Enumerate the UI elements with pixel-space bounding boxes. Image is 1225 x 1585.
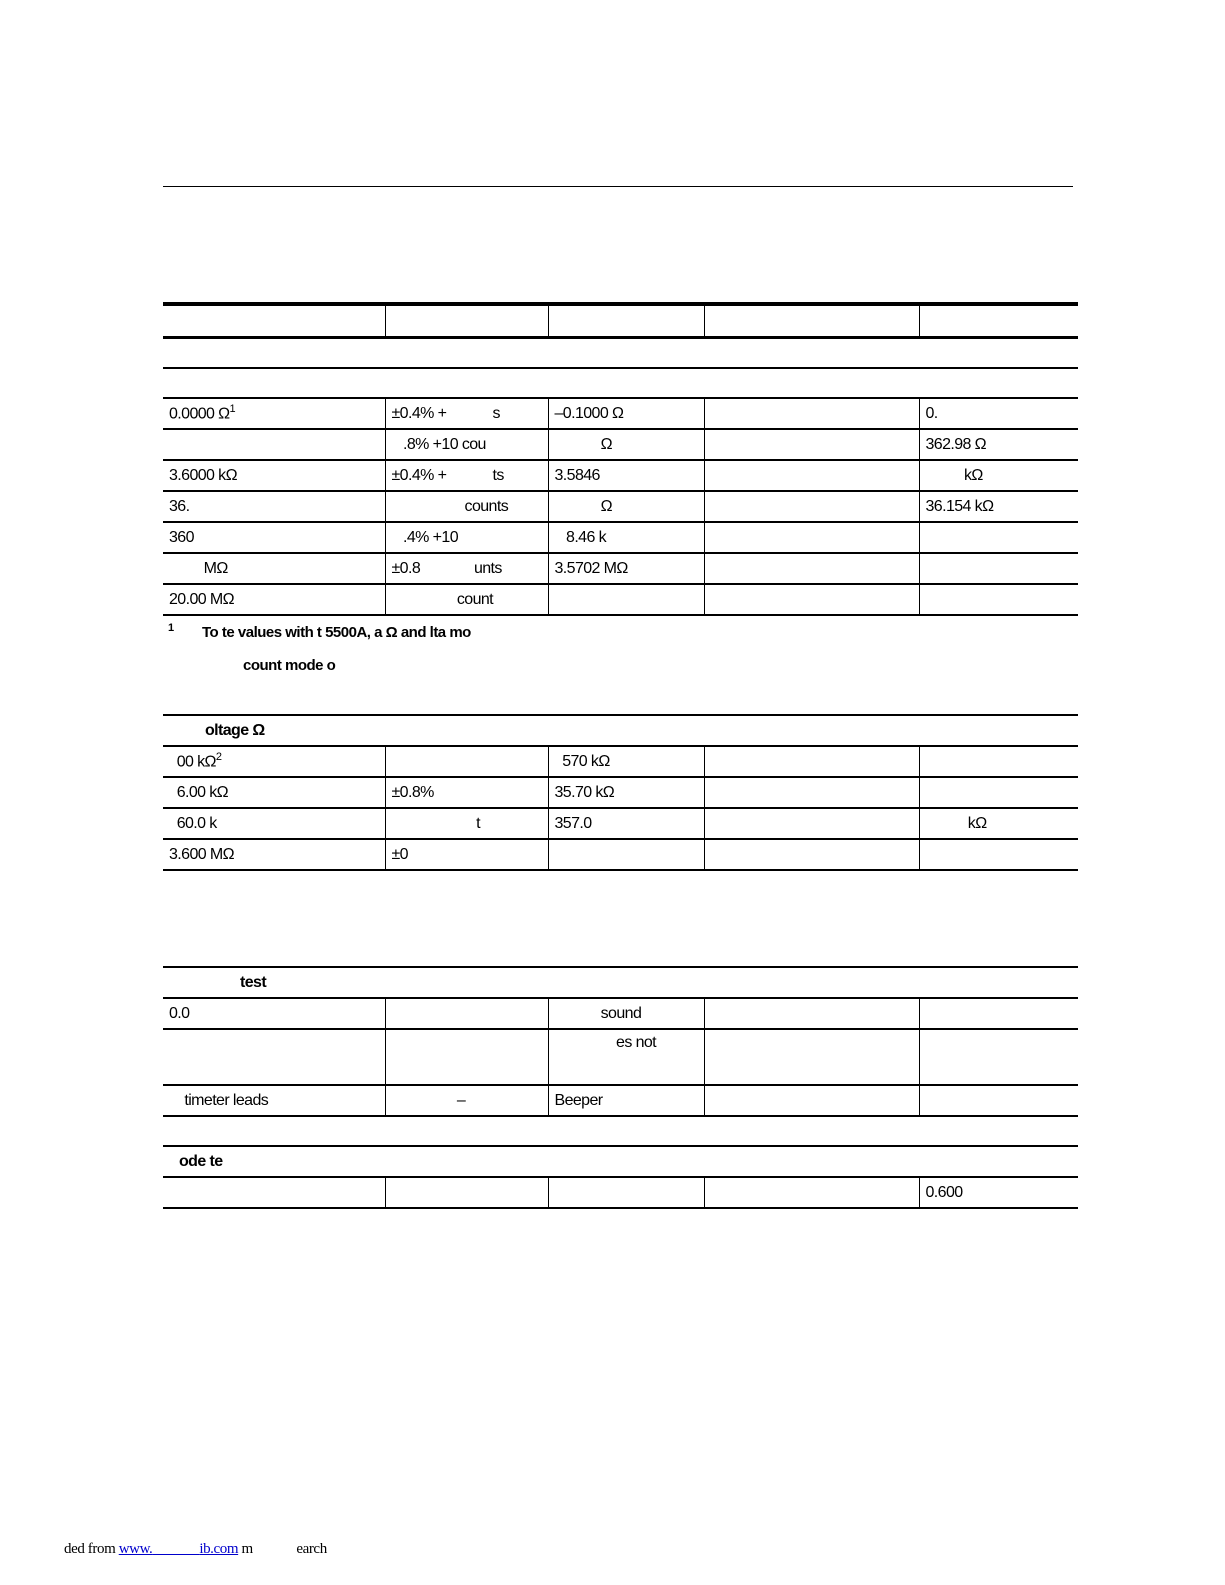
table-cell [919,777,1078,808]
table-cell [163,1029,385,1085]
table-cell: – [385,1085,548,1116]
section-row [163,1146,1078,1177]
table-row [163,429,1078,460]
table-row [163,553,1078,584]
table-row [163,460,1078,491]
table-row [163,584,1078,615]
table-cell: 6.00 kΩ [163,777,385,808]
section-title: test [163,967,1078,998]
table-cell [704,1085,919,1116]
table-cell: ±0.4% + ts [385,460,548,491]
table-header-row [163,304,1078,338]
table-cell: 3.6000 kΩ [163,460,385,491]
table-cell: ±0.8 unts [385,553,548,584]
table-cell: timeter leads [163,1085,385,1116]
table-cell: Beeper [548,1085,704,1116]
table-row [163,491,1078,522]
table-cell [704,1177,919,1208]
table-cell [163,1177,385,1208]
table-row [163,1177,1078,1208]
table-row [163,522,1078,553]
table-cell [919,584,1078,615]
table-cell: count [385,584,548,615]
footer-suffix: m earch [238,1541,327,1557]
table-cell: 0. [919,398,1078,429]
header-cell [385,304,548,338]
table-cell [385,998,548,1029]
dc-voltage-ohm-table [163,714,1078,871]
section-title [163,338,1078,369]
header-rule [163,186,1073,187]
table-cell [919,746,1078,777]
table-cell [385,1029,548,1085]
table-cell [704,522,919,553]
table-cell: –0.1000 Ω [548,398,704,429]
table-cell [704,1029,919,1085]
table-row [163,1085,1078,1116]
table-cell: ±0.4% + s [385,398,548,429]
table-cell: sound [548,998,704,1029]
table-cell: ±0.8% [385,777,548,808]
continuity-test-table [163,966,1078,1117]
table-cell: 35.70 kΩ [548,777,704,808]
table-cell: t [385,808,548,839]
footer-link-part-1[interactable]: www. [118,1541,153,1557]
table-cell: Ω [548,491,704,522]
table-cell: Ω [548,429,704,460]
section-row [163,338,1078,369]
table-cell: 8.46 k [548,522,704,553]
table-row [163,1029,1078,1085]
table-cell: ±0 [385,839,548,870]
header-cell [919,304,1078,338]
table-cell: counts [385,491,548,522]
table-cell: .4% +10 [385,522,548,553]
table-cell [919,998,1078,1029]
table-cell [704,746,919,777]
section-title: oltage Ω [163,715,1078,746]
table-cell: 36.154 kΩ [919,491,1078,522]
footnote-ref: 1 [229,403,236,416]
diode-test-table [163,1145,1078,1209]
section-title [163,368,1078,398]
table-cell [163,398,385,429]
table-cell: 60.0 k [163,808,385,839]
table-cell [704,398,919,429]
table-cell [704,839,919,870]
section-title: ode te [163,1146,1078,1177]
section-row [163,967,1078,998]
footnote-line-1: To te values with t 5500A, a Ω and lta mo [202,624,471,641]
header-cell [548,304,704,338]
table-cell [919,839,1078,870]
table-row [163,777,1078,808]
table-row [163,998,1078,1029]
footnote-mark [168,622,174,641]
cell-text: 0.0000 Ω [169,405,230,423]
section-row [163,368,1078,398]
section-row [163,715,1078,746]
table-cell [704,584,919,615]
table-cell: 3.5846 [548,460,704,491]
table-row [163,398,1078,429]
table-cell: es not [548,1029,704,1085]
table-cell [163,429,385,460]
table-cell [919,522,1078,553]
table-cell: 570 kΩ [548,746,704,777]
footnote-line-2: count mode o [243,657,336,674]
resistance-table [163,302,1078,616]
table-cell [548,584,704,615]
table-cell: 357.0 [548,808,704,839]
table-cell: 36. [163,491,385,522]
table-cell: 3.600 MΩ [163,839,385,870]
table-cell [919,1085,1078,1116]
cell-text: 00 kΩ [169,753,216,771]
table-cell: 362.98 Ω [919,429,1078,460]
table-cell [704,429,919,460]
table-cell: kΩ [919,460,1078,491]
table-cell: kΩ [919,808,1078,839]
table-cell: 0.600 [919,1177,1078,1208]
footnote-number: 1 [168,622,174,634]
header-cell [704,304,919,338]
table-cell: 0.0 [163,998,385,1029]
download-footer [64,1541,327,1558]
table-cell: 3.5702 MΩ [548,553,704,584]
table-cell [385,1177,548,1208]
table-cell [704,808,919,839]
table-cell [163,746,385,777]
table-cell [548,839,704,870]
footnote-ref: 2 [215,751,222,764]
footer-link-gap[interactable] [152,1541,199,1557]
table-cell: .8% +10 cou [385,429,548,460]
table-cell [704,553,919,584]
table-cell [704,998,919,1029]
footer-link-part-2[interactable]: ib.com [199,1541,239,1557]
table-cell [704,491,919,522]
table-cell [919,553,1078,584]
table-row [163,746,1078,777]
table-row [163,808,1078,839]
table-cell: MΩ [163,553,385,584]
footer-prefix: ded from [64,1541,119,1557]
table-cell [704,460,919,491]
table-cell [548,1177,704,1208]
table-cell [704,777,919,808]
table-cell [385,746,548,777]
table-cell: 360 [163,522,385,553]
header-cell [163,304,385,338]
table-cell: 20.00 MΩ [163,584,385,615]
table-cell [919,1029,1078,1085]
table-row [163,839,1078,870]
